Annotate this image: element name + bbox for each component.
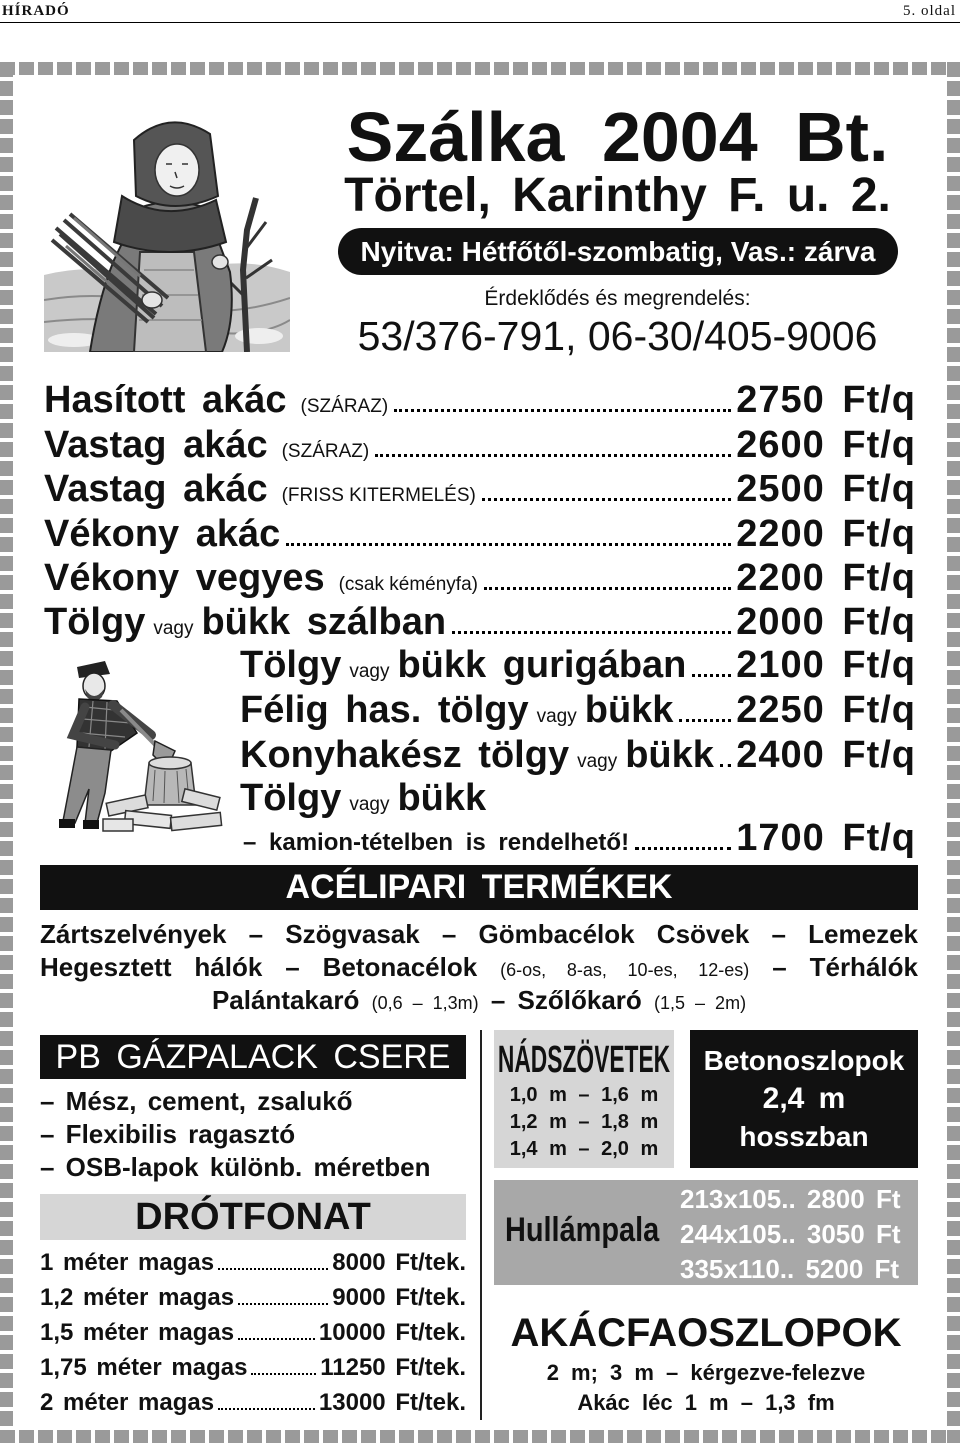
steel-products-heading: ACÉLIPARI TERMÉKEK [40,865,918,910]
lumberjack-chopping-wood-illustration [55,655,225,835]
wire-price: 13000 Ft/tek. [318,1389,466,1416]
wire-price-row [40,1350,466,1385]
concrete-posts-title: Betonoszlopok [703,1045,905,1076]
steel-items: – Szőlőkaró [490,985,642,1015]
product-name: Hasított akác [44,379,287,421]
newspaper-title: HÍRADÓ [2,3,70,19]
list-item: – Flexibilis ragasztó [40,1119,296,1149]
product-name: Tölgy [44,601,146,643]
product-price: 2750 Ft/q [736,379,916,421]
reed-mats-heading: NÁDSZÖVETEK [497,1039,671,1081]
or-word: vagy [536,706,577,727]
product-price: 2500 Ft/q [736,468,916,510]
dot-leader [286,543,731,546]
steel-sizes: (6-os, 8-as, 10-es, 12-es) [500,960,750,980]
steel-items: Palántakaró [211,985,360,1015]
frame-top [0,62,960,75]
price-row [44,378,916,422]
dot-leader [720,764,731,767]
product-price: 2200 Ft/q [736,557,916,599]
price-row [240,643,916,687]
product-name-alt: bükk [584,689,674,731]
frame-left [0,62,13,1443]
page-number: 5. oldal [903,3,956,19]
price-row [240,733,916,777]
dot-leader [238,1303,328,1305]
reed-size: 1,0 m – 1,6 m [509,1084,659,1106]
opening-hours-badge: Nyitva: Hétfőtől-szombatig, Vas.: zárva [338,228,898,275]
product-name: Félig has. tölgy [240,689,529,731]
acacia-posts-sizes: 2 m; 3 m – kérgezve-felezve [546,1360,866,1385]
wire-price: 9000 Ft/tek. [332,1284,466,1311]
price-row [44,423,916,467]
price-row [240,776,916,820]
price-row [44,512,916,556]
steel-sizes: (1,5 – 2m) [654,993,747,1013]
product-name: Vékony akác [44,513,281,555]
steel-line-1: Zártszelvények – Szögvasak – Gömbacélok Csövek – Lemezek [40,919,918,949]
product-name: Vastag akác [44,424,268,466]
gas-exchange-heading: PB GÁZPALACK CSERE [40,1035,466,1079]
product-name-alt: bükk [625,734,714,776]
woman-carrying-firewood-illustration [44,100,290,352]
dot-leader [218,1408,315,1410]
product-price: 2400 Ft/q [736,734,916,776]
wire-price-row [40,1245,466,1280]
dot-leader [375,454,731,457]
product-name: Vékony vegyes [44,557,325,599]
steel-items: Hegesztett hálók – Betonacélok [40,952,478,982]
acacia-posts-block [494,1308,918,1418]
corrugated-sheet-box [494,1180,918,1285]
header-rule [0,22,960,23]
steel-sizes: (0,6 – 1,3m) [371,993,479,1013]
dot-leader [394,409,731,412]
wire-height: 1,2 méter magas [40,1284,235,1311]
product-price: 1700 Ft/q [736,817,916,859]
product-note: (SZÁRAZ) [300,396,389,417]
corrugated-price-row: 244x105.. 3050 Ft [680,1219,901,1249]
frame-right [947,62,960,1443]
contact-label: Érdeklődés és megrendelés: [484,287,751,310]
product-note: (FRISS KITERMELÉS) [281,485,476,506]
steel-line-3 [40,984,918,1017]
dot-leader [238,1338,315,1340]
price-row [240,816,916,860]
price-row [44,467,916,511]
acacia-lath: Akác léc 1 m – 1,3 fm [577,1390,835,1415]
acacia-posts-title: AKÁCFAOSZLOPOK [510,1311,902,1355]
wire-price: 10000 Ft/tek. [318,1319,466,1346]
concrete-posts-box [690,1030,918,1168]
column-divider [480,1030,482,1420]
product-price: 2200 Ft/q [736,513,916,555]
frame-bottom [0,1430,960,1443]
reed-size: 1,4 m – 2,0 m [509,1138,659,1160]
product-note: (csak kéményfa) [338,574,478,595]
concrete-posts-note: hosszban [739,1121,869,1152]
corrugated-price-row: 213x105.. 2800 Ft [680,1184,901,1214]
wire-height: 2 méter magas [40,1389,215,1416]
wire-height: 1,5 méter magas [40,1319,235,1346]
wire-price-row [40,1280,466,1315]
dot-leader [679,719,731,722]
corrugated-sheet-title: Hullámpala [505,1211,660,1249]
price-row [44,556,916,600]
dot-leader [218,1268,328,1270]
concrete-posts-length: 2,4 m [762,1082,846,1115]
truckload-note: – kamion-tételben is rendelhető! [243,829,630,856]
product-price: 2250 Ft/q [736,689,916,731]
dot-leader [692,674,731,677]
wire-height: 1 méter magas [40,1249,215,1276]
wire-mesh-heading: DRÓTFONAT [40,1194,466,1240]
or-word: vagy [153,618,194,639]
product-name: Vastag akác [44,468,268,510]
wire-price-row [40,1315,466,1350]
company-name: Szálka 2004 Bt. [346,98,889,176]
price-row [44,600,916,644]
product-name-alt: bükk [397,777,487,819]
phone-numbers: 53/376-791, 06-30/405-9006 [357,313,878,359]
product-name: Tölgy [240,777,342,819]
product-name-alt: bükk gurigában [397,644,687,686]
or-word: vagy [349,661,390,682]
product-name: Tölgy [240,644,342,686]
steel-items: – Térhálók [772,952,918,982]
dot-leader [484,587,731,590]
dot-leader [452,631,731,634]
corrugated-price-row: 335x110.. 5200 Ft [680,1254,900,1284]
product-price: 2600 Ft/q [736,424,916,466]
wire-height: 1,75 méter magas [40,1354,248,1381]
wire-price: 8000 Ft/tek. [332,1249,466,1276]
list-item: – OSB-lapok különb. méretben [40,1152,431,1182]
company-address: Törtel, Karinthy F. u. 2. [344,169,891,222]
or-word: vagy [577,751,618,772]
product-name-alt: bükk szálban [201,601,447,643]
wire-price: 11250 Ft/tek. [320,1354,466,1381]
reed-mats-box [494,1030,674,1168]
product-note: (SZÁRAZ) [281,441,370,462]
list-item: – Mész, cement, zsalukő [40,1086,353,1116]
reed-size: 1,2 m – 1,8 m [509,1111,659,1133]
price-row [240,688,916,732]
product-price: 2100 Ft/q [736,644,916,686]
dot-leader [251,1373,316,1375]
product-price: 2000 Ft/q [736,601,916,643]
dot-leader [482,498,731,501]
or-word: vagy [349,794,390,815]
wire-price-row [40,1385,466,1420]
dot-leader [635,847,731,850]
steel-line-2 [40,951,918,984]
product-name: Konyhakész tölgy [240,734,570,776]
